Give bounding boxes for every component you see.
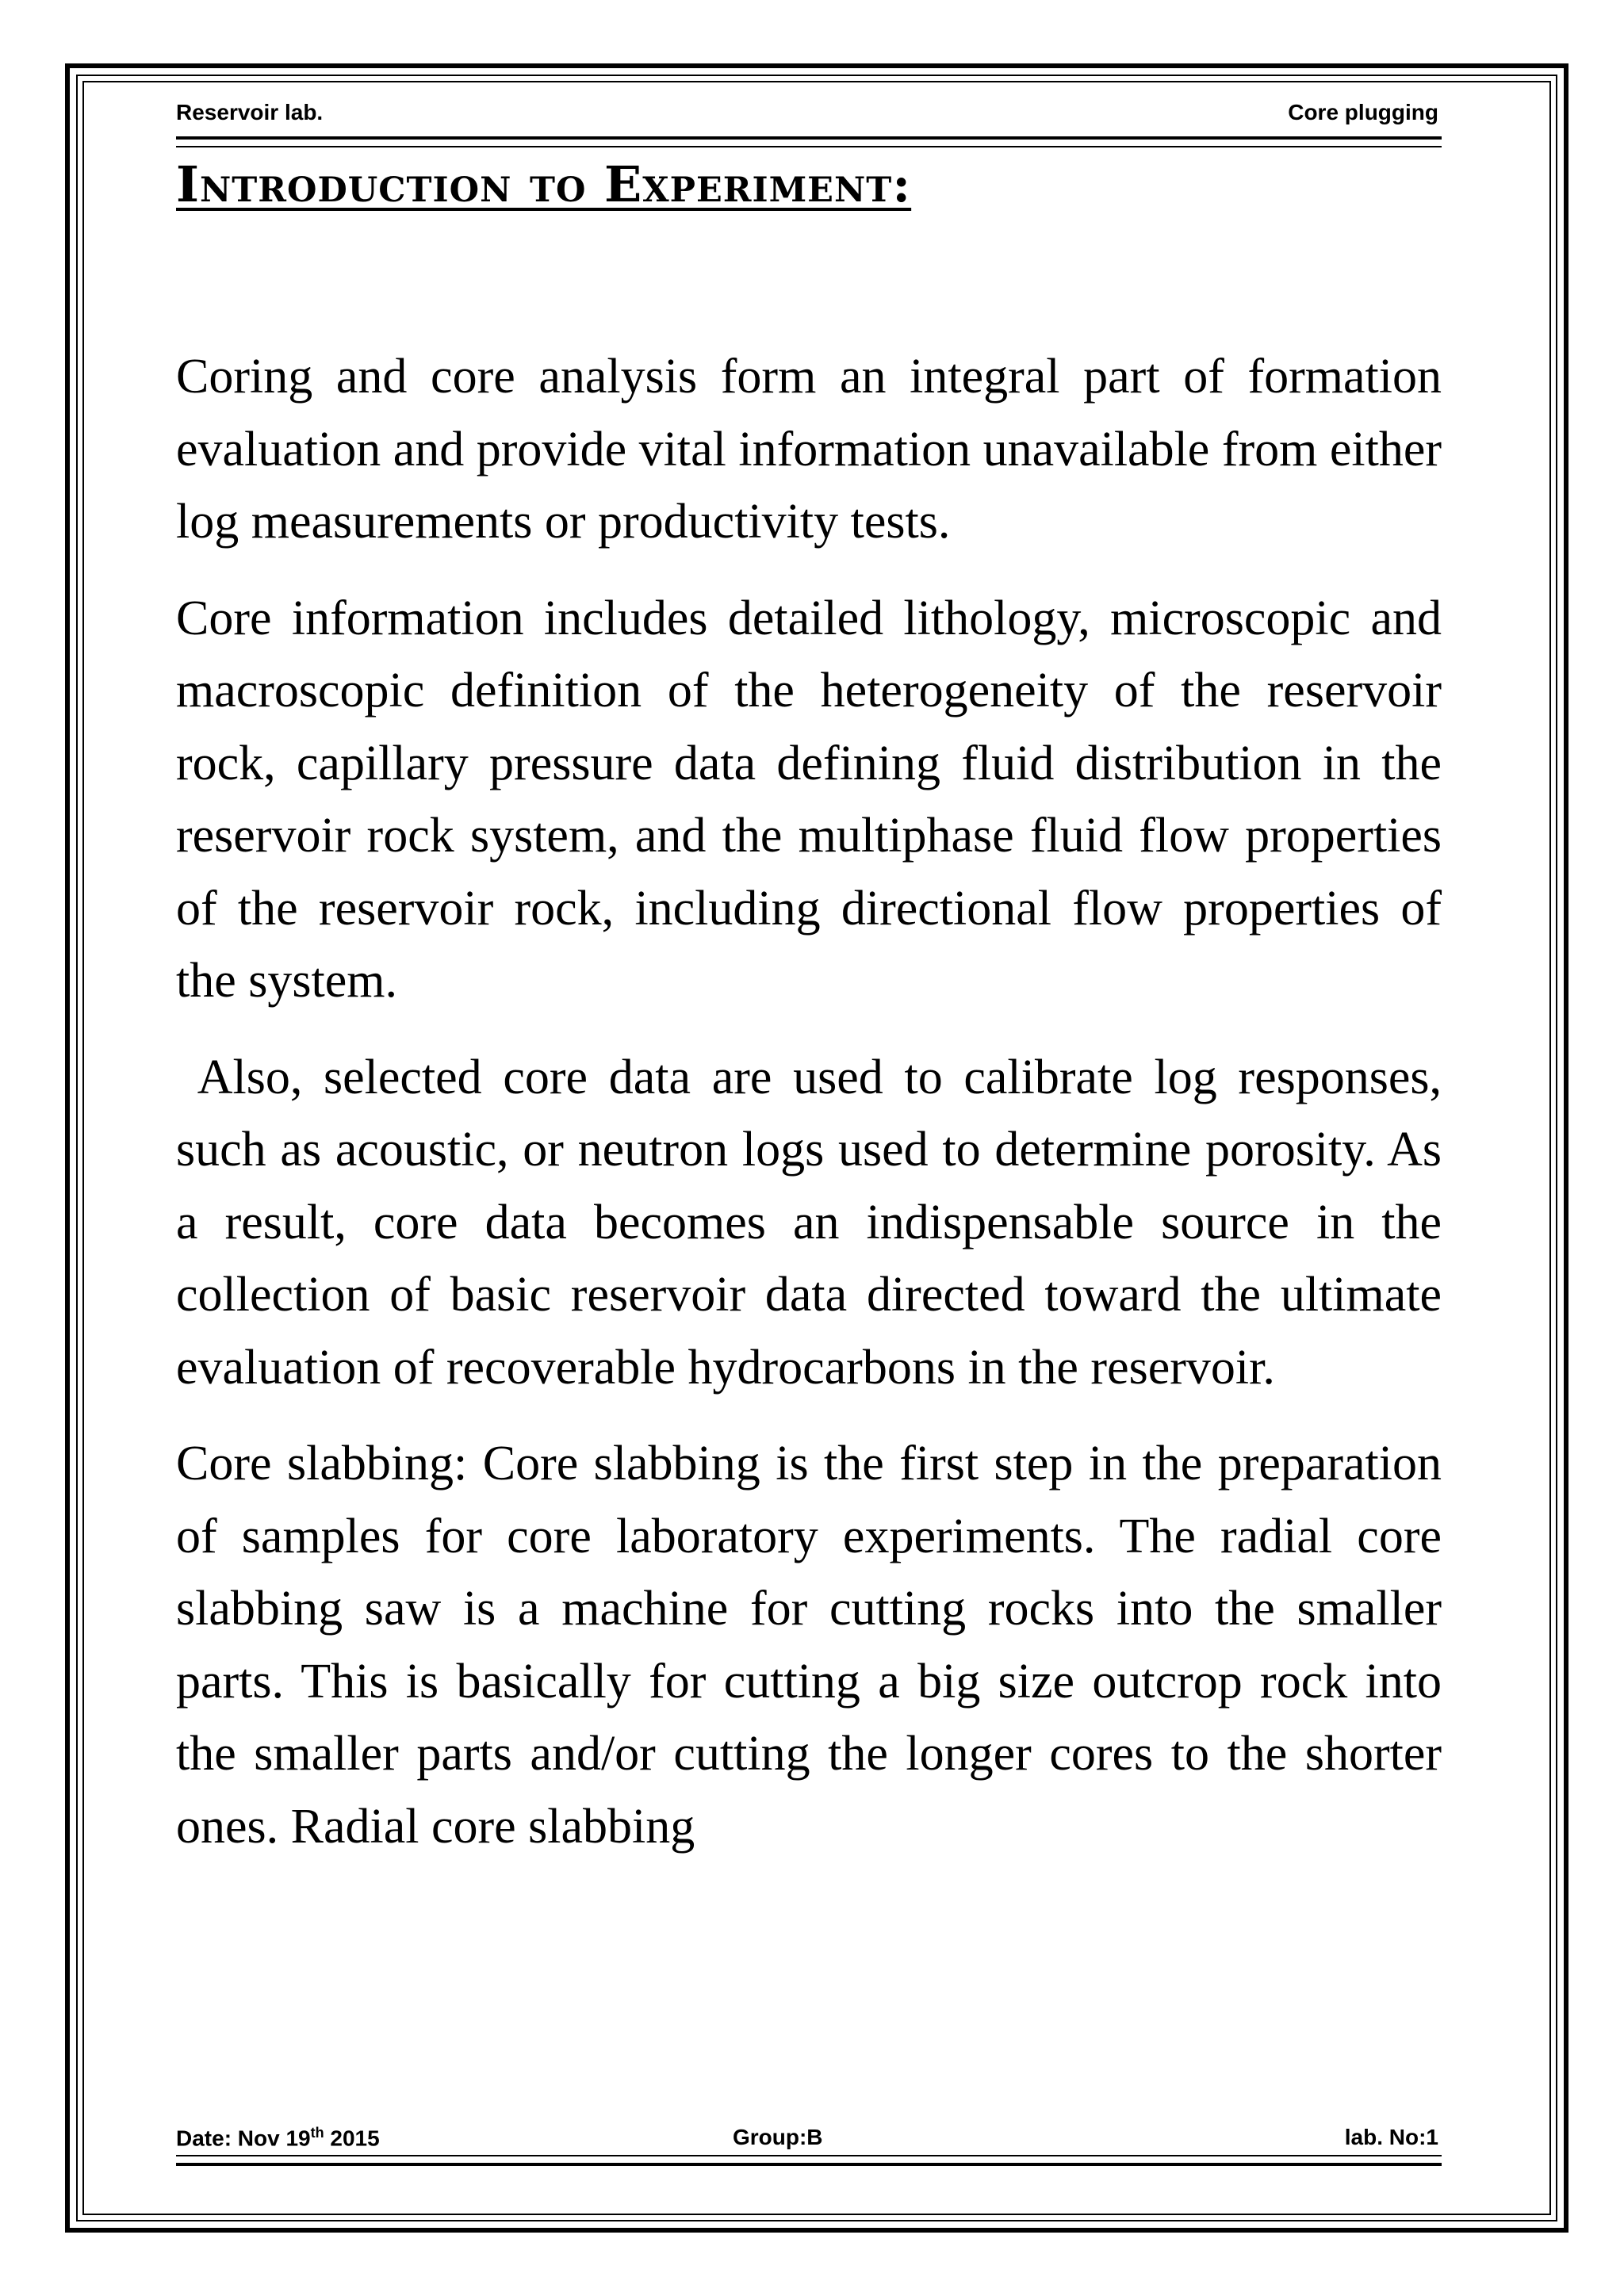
page-footer xyxy=(176,2125,1438,2156)
page-header xyxy=(176,100,1438,132)
footer-date-suffix: 2015 xyxy=(324,2126,380,2151)
paragraph-1: Coring and core analysis form an integral part of formation evaluation and provide vital information unavailable from either log measurements or productivity tests. xyxy=(176,350,1442,549)
header-experiment: Core plugging xyxy=(1288,100,1438,124)
footer-rule xyxy=(176,2155,1442,2166)
footer-date xyxy=(176,2125,380,2151)
paragraph-3: Also, selected core data are used to calibrate log responses, such as acoustic, or neutron logs used to determine porosity. As a result, core data becomes an indispensable source in the collection of basic reservoir data directed toward the ultimate evaluation of recoverable hydrocarbons in the reservoir. xyxy=(176,1050,1454,1395)
footer-date-sup: th xyxy=(310,2125,324,2141)
footer-date-prefix: Date: Nov 19 xyxy=(176,2126,311,2151)
header-rule xyxy=(176,136,1442,147)
paragraph-4: Core slabbing: Core slabbing is the first step in the preparation of samples for core laboratory experiments. The radial core slabbing saw is a machine for cutting rocks into the smaller parts. This is basically for cutting a big size outcrop rock into the smaller parts and/or cutting the longer cores to the shorter ones. Radial core slabbing xyxy=(176,1437,1442,1854)
body-text xyxy=(176,341,1454,1887)
page-title: Introduction to Experiment: xyxy=(176,155,912,213)
paragraph-2: Core information includes detailed lithology, microscopic and macroscopic definition of the heterogeneity of the reservoir rock, capillary pressure data defining fluid distribution in the reservoir rock system, and the multiphase fluid flow properties of the reservoir rock, including directional flow properties of the system. xyxy=(176,591,1442,1008)
footer-lab-number: lab. No:1 xyxy=(1344,2125,1438,2149)
footer-group: Group:B xyxy=(733,2125,823,2149)
header-course: Reservoir lab. xyxy=(176,100,324,124)
